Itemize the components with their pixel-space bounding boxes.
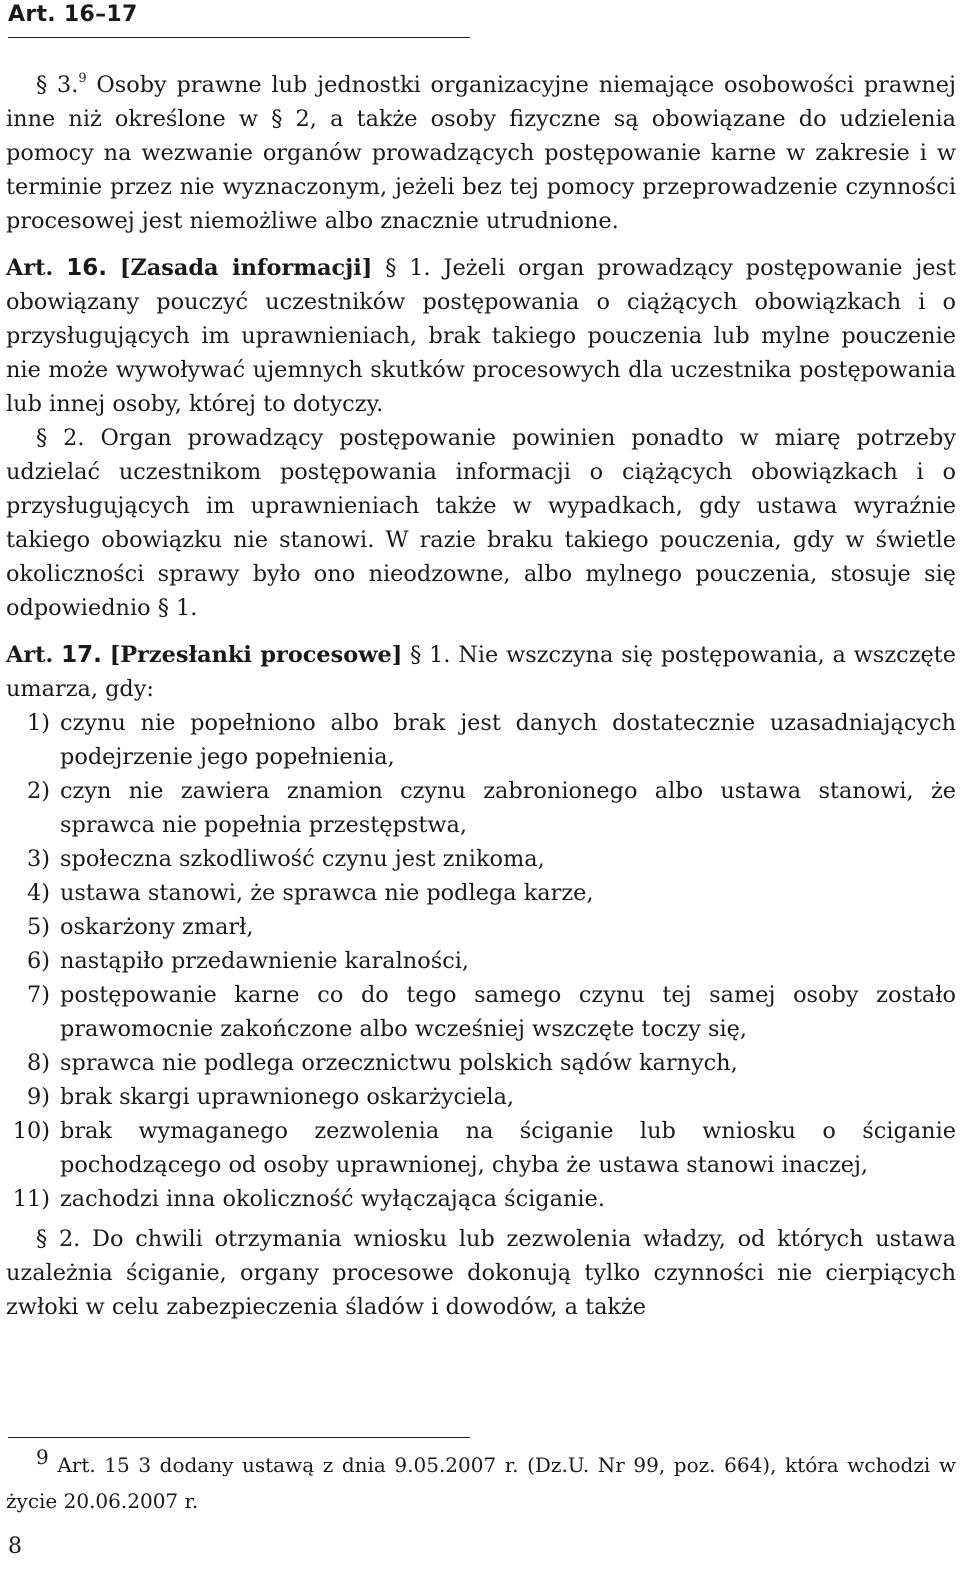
- footnote-marker: 9: [36, 1445, 49, 1469]
- section-3-text: Osoby prawne lub jednostki organizacyjne niemające osobowości prawnej inne niż określone w § 2, a także osoby fizyczne są obowiązane do udzielenia pomocy na wezwanie organów prowadzących postępowanie karne w zakresie i w terminie przez nie wyznaczonym, jeżeli bez tej pomocy przeprowadzenie czynności procesowej jest niemożliwe albo znacznie utrudnione.: [6, 72, 956, 234]
- list-item: [6, 876, 956, 910]
- list-item-number: 7): [27, 982, 50, 1008]
- section-3-paragraph: [6, 68, 956, 238]
- list-item: [6, 706, 956, 774]
- list-item: [6, 842, 956, 876]
- running-header: Art. 16–17: [8, 2, 138, 27]
- list-item-number: 8): [27, 1050, 50, 1076]
- list-item: [6, 944, 956, 978]
- art-17-item-list: [6, 706, 956, 1216]
- section-3-number: 3.: [56, 72, 79, 98]
- footnote-text: Art. 15 3 dodany ustawą z dnia 9.05.2007 r. (Dz.U. Nr 99, poz. 664), która wchodzi w życie 20.06.2007 r.: [6, 1453, 956, 1513]
- header-rule: [8, 37, 470, 38]
- list-item-text: zachodzi inna okoliczność wyłączająca ściganie.: [60, 1186, 605, 1212]
- list-item-text: ustawa stanowi, że sprawca nie podlega karze,: [60, 880, 594, 906]
- list-item: [6, 1080, 956, 1114]
- list-item-number: 4): [27, 880, 50, 906]
- art-17-paragraph-1: [6, 638, 956, 706]
- art-16-paragraph-2: § 2. Organ prowadzący postępowanie powinien ponadto w miarę potrzeby udzielać uczestnikom postępowania informacji o ciążących obowiązkach i o przysługujących im uprawnieniach także w wypadkach, gdy ustawa wyraźnie takiego obowiązku nie stanowi. W razie braku takiego pouczenia, gdy w świetle okoliczności sprawy było ono nieodzowne, albo mylnego pouczenia, stosuje się odpowiednio § 1.: [6, 425, 956, 621]
- footnote-rule: [8, 1437, 470, 1438]
- list-item-number: 10): [12, 1118, 50, 1144]
- list-item: [6, 978, 956, 1046]
- list-item-text: społeczna szkodliwość czynu jest znikoma,: [60, 846, 545, 872]
- list-item-number: 2): [27, 778, 50, 804]
- list-item: [6, 774, 956, 842]
- list-item-text: czyn nie zawiera znamion czynu zabronionego albo ustawa stanowi, że sprawca nie popełnia przestępstwa,: [60, 778, 956, 838]
- list-item-text: postępowanie karne co do tego samego czynu tej samej osoby zostało prawomocnie zakończone albo wcześniej wszczęte toczy się,: [60, 982, 956, 1042]
- art-17-label: Art.: [6, 642, 54, 668]
- art-16-number: 16.: [66, 255, 107, 281]
- list-item-text: brak skargi uprawnionego oskarżyciela,: [60, 1084, 515, 1110]
- list-item-text: sprawca nie podlega orzecznictwu polskich sądów karnych,: [60, 1050, 738, 1076]
- list-item: [6, 1182, 956, 1216]
- footnote-reference: 9: [78, 71, 87, 86]
- art-17-title: [Przesłanki procesowe]: [109, 642, 403, 668]
- list-item-number: 11): [12, 1186, 50, 1212]
- list-item-number: 6): [27, 948, 50, 974]
- list-item-text: nastąpiło przedawnienie karalności,: [60, 948, 470, 974]
- list-item-text: oskarżony zmarł,: [60, 914, 254, 940]
- page-body: [6, 68, 956, 1324]
- list-item-number: 3): [27, 846, 50, 872]
- art-17-paragraph-2: § 2. Do chwili otrzymania wniosku lub zezwolenia władzy, od których ustawa uzależnia ściganie, organy procesowe dokonują tylko czynności nie cierpiących zwłoki w celu zabezpieczenia śladów i dowodów, a także: [6, 1226, 956, 1320]
- footnote: [6, 1447, 956, 1519]
- page-number: 8: [8, 1534, 22, 1559]
- list-item-number: 9): [27, 1084, 50, 1110]
- art-16-text-1: § 1. Jeżeli organ prowadzący postępowanie jest obowiązany pouczyć uczestników postępowania o ciążących obowiązkach i o przysługujących im uprawnieniach, brak takiego pouczenia lub mylne pouczenie nie może wywoływać ujemnych skutków procesowych dla uczestnika postępowania lub innej osoby, której to dotyczy.: [6, 255, 957, 417]
- art-17-number: 17.: [61, 642, 102, 668]
- list-item: [6, 910, 956, 944]
- art-16-label: Art.: [6, 255, 54, 281]
- art-17-intro: § 1. Nie wszczyna się postępowania, a wszczęte umarza, gdy:: [6, 642, 956, 702]
- list-item: [6, 1046, 956, 1080]
- section-3-mark: §: [36, 72, 57, 98]
- list-item-number: 1): [27, 710, 50, 736]
- list-item-text: czynu nie popełniono albo brak jest danych dostatecznie uzasadniających podejrzenie jego popełnienia,: [60, 710, 956, 770]
- art-16-paragraph-1: [6, 251, 956, 421]
- list-item: [6, 1114, 956, 1182]
- art-16-title: [Zasada informacji]: [119, 255, 373, 281]
- list-item-text: brak wymaganego zezwolenia na ściganie lub wniosku o ściganie pochodzącego od osoby uprawnionej, chyba że ustawa stanowi inaczej,: [60, 1118, 956, 1178]
- list-item-number: 5): [27, 914, 50, 940]
